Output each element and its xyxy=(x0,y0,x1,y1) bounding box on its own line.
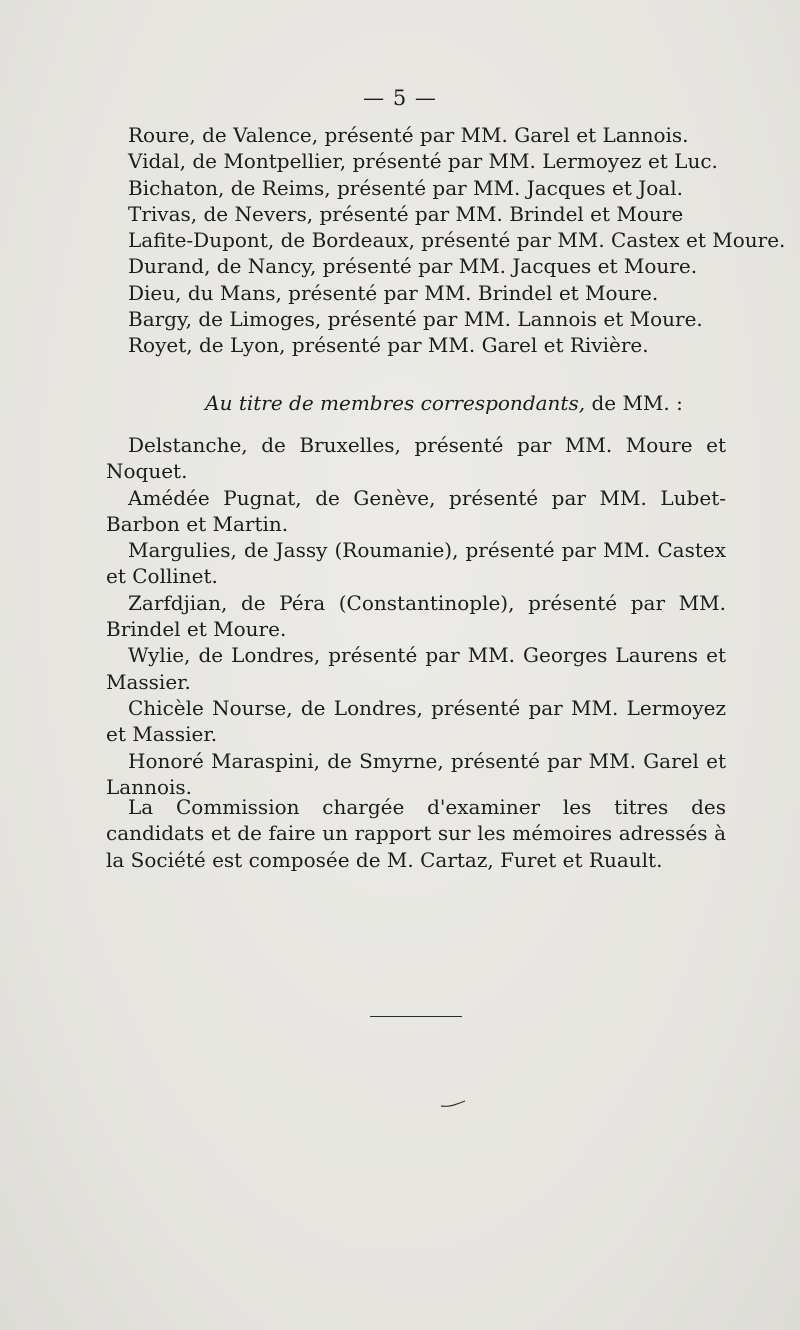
correspondent-entry: Zarfdjian, de Péra (Constantinople), présenté par MM. Brindel et Moure. xyxy=(106,590,726,642)
section-heading xyxy=(0,390,800,416)
member-entry: Trivas, de Nevers, présenté par MM. Brindel et Moure xyxy=(128,201,684,226)
correspondent-entry: Honoré Maraspini, de Smyrne, présenté par MM. Garel et Lannois. xyxy=(106,748,726,799)
member-entry: Dieu, du Mans, présenté par MM. Brindel et Moure. xyxy=(128,280,659,305)
correspondents-list xyxy=(106,432,726,800)
correspondent-entry: Chicèle Nourse, de Londres, présenté par MM. Lermoyez et Massier. xyxy=(106,695,726,747)
member-entry: Royet, de Lyon, présenté par MM. Garel et Rivière. xyxy=(128,333,649,358)
member-entry: Lafite-Dupont, de Bordeaux, présenté par MM. Castex et Moure. xyxy=(128,228,786,253)
tail-mark-icon xyxy=(440,1100,466,1108)
member-entry: Roure, de Valence, présenté par MM. Garel et Lannois. xyxy=(128,123,689,147)
members-list xyxy=(106,122,786,359)
member-entry: Bargy, de Limoges, présenté par MM. Lannois et Moure. xyxy=(128,307,703,332)
member-entry: Durand, de Nancy, présenté par MM. Jacques et Moure. xyxy=(128,254,698,279)
section-heading-italic: Au titre de membres correspondants, xyxy=(205,391,586,415)
correspondent-entry: Amédée Pugnat, de Genève, présenté par MM. Lubet-Barbon et Martin. xyxy=(106,485,726,536)
commission-paragraph: La Commission chargée d'examiner les titres des candidats et de faire un rapport sur les mémoires adressés à la Société est composée de M. Cartaz, Furet et Ruault. xyxy=(106,795,726,872)
member-entry: Vidal, de Montpellier, présenté par MM. Lermoyez et Luc. xyxy=(128,149,718,174)
correspondent-entry: Margulies, de Jassy (Roumanie), présenté par MM. Castex et Collinet. xyxy=(106,538,726,589)
correspondent-entry: Wylie, de Londres, présenté par MM. Georges Laurens et Massier. xyxy=(106,643,726,694)
section-divider xyxy=(370,1016,462,1017)
correspondent-entry: Delstanche, de Bruxelles, présenté par MM. Moure et Noquet. xyxy=(106,433,726,484)
member-entry: Bichaton, de Reims, présenté par MM. Jacques et Joal. xyxy=(128,175,683,200)
section-heading-rest: de MM. : xyxy=(585,391,683,415)
page-number: — 5 — xyxy=(363,86,437,110)
